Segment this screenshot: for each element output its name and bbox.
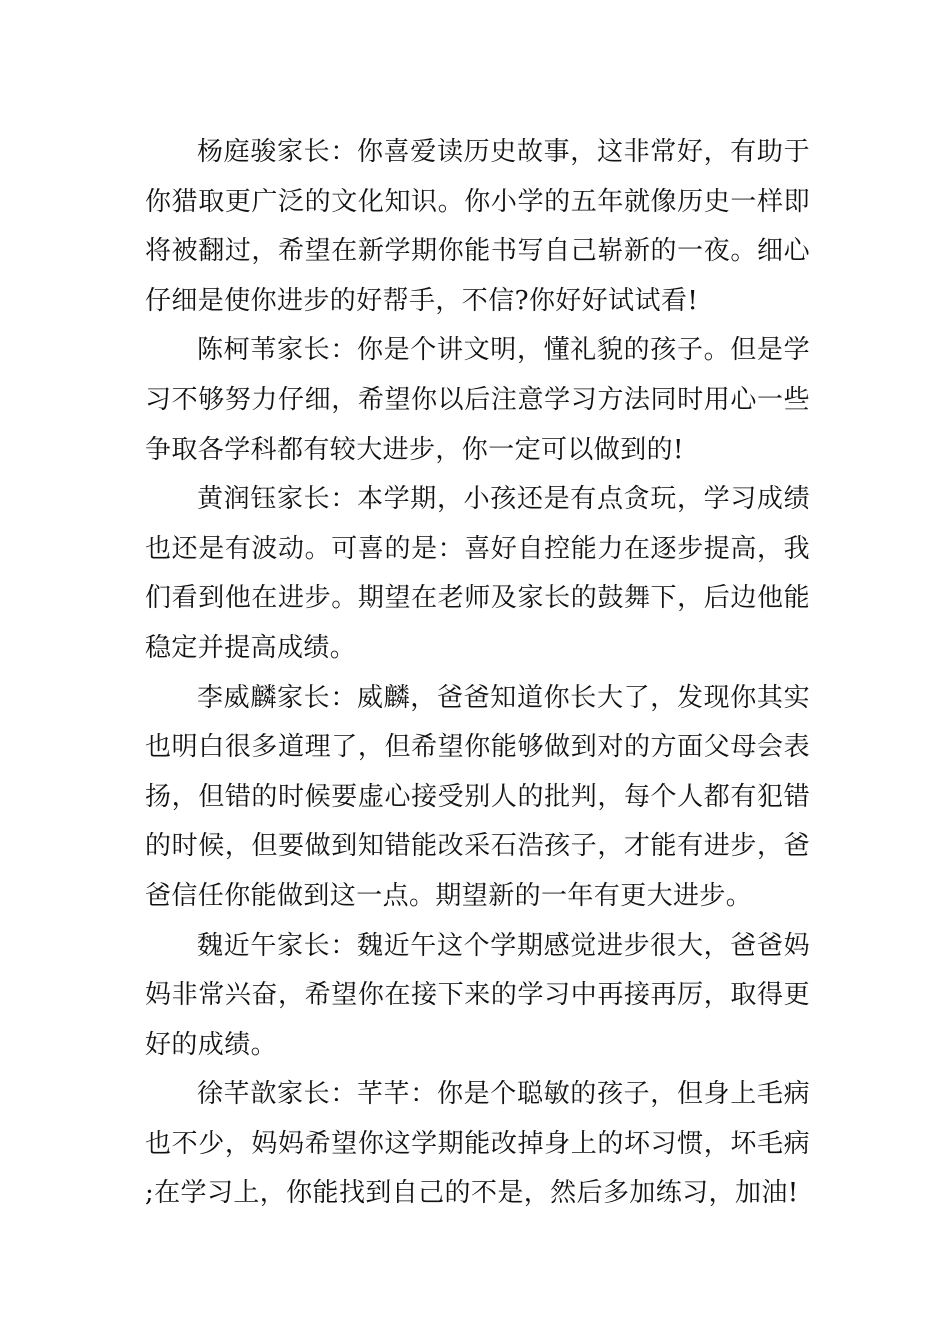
paragraph-chen-kewei: 陈柯苇家长：你是个讲文明，懂礼貌的孩子。但是学习不够努力仔细，希望你以后注意学习方法同时用心一些争取各学科都有较大进步，你一定可以做到的!	[145, 335, 810, 465]
document-body	[145, 128, 810, 1219]
paragraph-huang-runyu: 黄润钰家长：本学期，小孩还是有点贪玩，学习成绩也还是有波动。可喜的是：喜好自控能力在逐步提高，我们看到他在进步。期望在老师及家长的鼓舞下，后边他能稳定并提高成绩。	[145, 484, 810, 663]
paragraph-li-weilin: 李威麟家长：威麟，爸爸知道你长大了，发现你其实也明白很多道理了，但希望你能够做到对的方面父母会表扬，但错的时候要虚心接受别人的批判，每个人都有犯错的时候，但要做到知错能改采石浩孩子，才能有进步，爸爸信任你能做到这一点。期望新的一年有更大进步。	[145, 682, 810, 911]
paragraph-xu-qianxin: 徐芊歆家长：芊芊：你是个聪敏的孩子，但身上毛病也不少，妈妈希望你这学期能改掉身上的坏习惯，坏毛病;在学习上，你能找到自己的不是，然后多加练习，加油!	[145, 1079, 810, 1209]
paragraph-yang-tingjun: 杨庭骏家长：你喜爱读历史故事，这非常好，有助于你猎取更广泛的文化知识。你小学的五年就像历史一样即将被翻过，希望在新学期你能书写自己崭新的一夜。细心仔细是使你进步的好帮手，不信?你好好试试看!	[145, 137, 810, 316]
paragraph-wei-jinwu: 魏近午家长：魏近午这个学期感觉进步很大，爸爸妈妈非常兴奋，希望你在接下来的学习中再接再厉，取得更好的成绩。	[145, 930, 810, 1060]
